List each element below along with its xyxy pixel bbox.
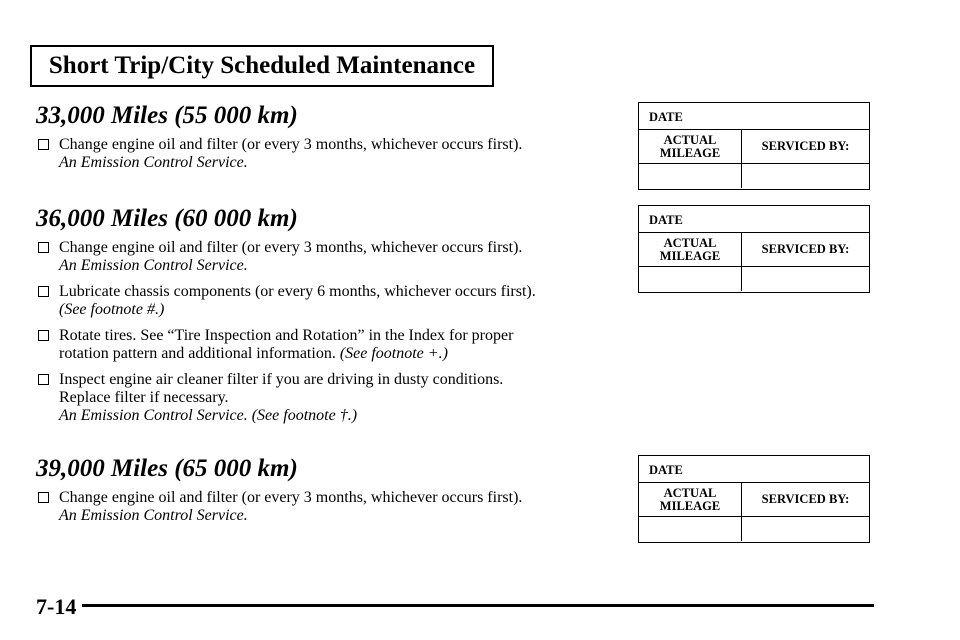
log-actual-mileage-label: ACTUAL MILEAGE (639, 233, 742, 266)
log-serviced-by-entry[interactable] (742, 267, 869, 291)
section-title: 33,000 Miles (55 000 km) (36, 102, 298, 129)
maintenance-item: Change engine oil and filter (or every 3 months, whichever occurs first). An Emission Control Service. (36, 239, 596, 275)
log-actual-mileage-label: ACTUAL MILEAGE (639, 483, 742, 516)
checkbox-icon[interactable] (38, 492, 49, 503)
section-title: 36,000 Miles (60 000 km) (36, 205, 298, 232)
log-serviced-by-label: SERVICED BY: (761, 242, 850, 256)
log-serviced-by-entry[interactable] (742, 517, 869, 541)
log-date-field[interactable]: DATE (639, 103, 869, 130)
section-title: 39,000 Miles (65 000 km) (36, 455, 298, 482)
log-date-field[interactable]: DATE (639, 456, 869, 483)
maintenance-item: Inspect engine air cleaner filter if you are driving in dusty conditions. Replace filter if necessary. An Emission Control Service. (See footnote †.) (36, 371, 596, 425)
maintenance-item: Change engine oil and filter (or every 3 months, whichever occurs first). An Emission Control Service. (36, 489, 596, 525)
checkbox-icon[interactable] (38, 242, 49, 253)
maintenance-item: Rotate tires. See “Tire Inspection and Rotation” in the Index for proper rotation pattern and additional information. (See footnote +.) (36, 327, 596, 363)
footer-rule (82, 604, 874, 607)
maintenance-item: Lubricate chassis components (or every 6 months, whichever occurs first). (See footnote #.) (36, 283, 596, 319)
log-mileage-entry[interactable] (639, 267, 742, 291)
checkbox-icon[interactable] (38, 330, 49, 341)
checkbox-icon[interactable] (38, 286, 49, 297)
service-log-box (638, 205, 870, 293)
maintenance-section-39000 (36, 455, 596, 533)
service-log-box (638, 455, 870, 543)
log-serviced-by-label: SERVICED BY: (761, 492, 850, 506)
log-serviced-by-label: SERVICED BY: (761, 139, 850, 153)
maintenance-item: Change engine oil and filter (or every 3 months, whichever occurs first). An Emission Control Service. (36, 136, 596, 172)
checkbox-icon[interactable] (38, 374, 49, 385)
maintenance-section-36000 (36, 205, 596, 433)
service-log-box (638, 102, 870, 190)
maintenance-section-33000 (36, 102, 596, 180)
log-actual-mileage-label: ACTUAL MILEAGE (639, 130, 742, 163)
page-header-title: Short Trip/City Scheduled Maintenance (30, 45, 494, 87)
checkbox-icon[interactable] (38, 139, 49, 150)
page-number: 7-14 (36, 594, 77, 619)
log-mileage-entry[interactable] (639, 164, 742, 188)
log-date-field[interactable]: DATE (639, 206, 869, 233)
log-mileage-entry[interactable] (639, 517, 742, 541)
log-serviced-by-entry[interactable] (742, 164, 869, 188)
